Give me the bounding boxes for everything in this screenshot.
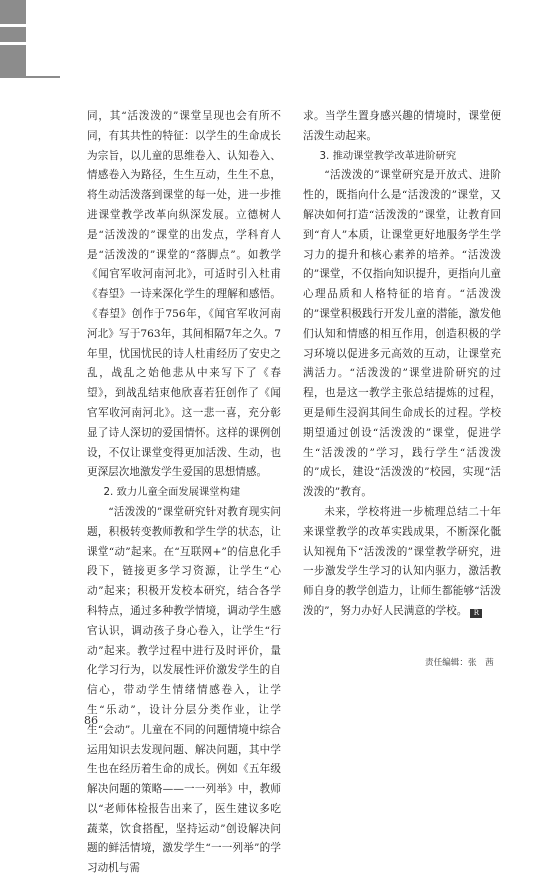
section-heading-2: 2. 致力儿童全面发展课堂构建 — [103, 486, 241, 499]
paragraph-continued-right: 求。当学生置身感兴趣的情境时，课堂便活泼生动起来。 — [303, 110, 501, 142]
conclusion-text: 未来，学校将进一步梳理总结二十年来课堂教学的改革实践成果，不断深化骶认知视角下“活泼泼的”课堂教学研究，进一步激发学生学习的认知内驱力，激活教师自身的教学创造力，让师生都能够“活泼泼的”，努力办好人民满意的学校。 — [303, 505, 501, 617]
corner-rule — [26, 76, 60, 78]
article-end-mark-icon: R — [470, 609, 482, 618]
right-column — [303, 107, 501, 622]
paragraph-section-2: “活泼泼的”课堂研究针对教育现实问题，积极转变教师教和学生学的状态，让课堂“动”起来。在“互联网+”的信息化手段下，链接更多学习资源，让学生“心动”起来；积极开发校本研究，结合各学科特点，通过多种教学情境，调动学生感官认识，调动孩子身心卷入，让学生“行动”起来。教学过程中进行及时评价，量化学习行为，以发展性评价激发学生的自信心，带动学生情绪情感卷入，让学生“乐动”，设计分层分类作业，让学生“会动”。儿童在不同的问题情境中综合运用知识去发现问题、解决问题，其中学生也在经历着生命的成长。例如《五年级解决问题的策略——一一列举》中，教师以“老师体检报告出来了，医生建议多吃蔬菜，饮食搭配，坚持运动”创设解决问题的鲜活情境，激发学生“一一列举”的学习动机与需 — [87, 505, 281, 875]
paragraph-section-3: “活泼泼的”课堂研究是开放式、进阶性的，既指向什么是“活泼泼的”课堂，又解决如何打造“活泼泼的”课堂，让教育回到“育人”本质，让课堂更好地服务学生学习力的提升和核心素养的培养。“活泼泼的”课堂，不仅指向知识提升，更指向儿童心理品质和人格特征的培育。“活泼泼的”课堂积极践行开发儿童的潜能，激发他们认知和情感的相互作用，创造积极的学习环境以促进多元高效的互动，让课堂充满活力。“活泼泼的”课堂进阶研究的过程，也是这一教学主张总结提炼的过程，更是师生浸润其间生命成长的过程。学校期望通过创设“活泼泼的”课堂，促进学生“活泼泼的”学习，践行学生“活泼泼的”成长，建设“活泼泼的”校园，实现“活泼泼的”教育。 — [303, 169, 501, 499]
corner-stripe — [0, 42, 26, 45]
corner-stripe — [0, 24, 26, 27]
page-number: 86 — [84, 714, 98, 727]
paragraph-conclusion — [303, 503, 501, 622]
paragraph-continued: 同，其“活泼泼的”课堂呈现也会有所不同，有其共性的特征：以学生的生命成长为宗旨，以儿童的思维卷入、认知卷入、情感卷入为路径，生生互动，生生不息，将生动活泼落到课堂的每一处，进一步推进课堂教学改革向纵深发展。立德树人是“活泼泼的”课堂的出发点，学科育人是“活泼泼的”课堂的“落脚点”。如教学《闻官军收河南河北》，可适时引入杜甫《春望》一诗来深化学生的理解和感悟。《春望》创作于756年，《闻官军收河南河北》写于763年，其间相隔7年之久。7年里，忧国忧民的诗人杜甫经历了安史之乱，战乱之始他悲从中来写下了《春望》，到战乱结束他欣喜若狂创作了《闻官军收河南河北》。这一悲一喜，充分彰显了诗人深切的爱国情怀。这样的课例创设，不仅让课堂变得更加活泼、生动，也更深层次地激发学生爱国的思想情感。 — [87, 110, 281, 479]
corner-decoration — [0, 0, 26, 78]
responsible-editor: 责任编辑：张 茜 — [425, 658, 494, 668]
section-heading-3: 3. 推动课堂教学改革进阶研究 — [319, 149, 457, 162]
left-column — [87, 107, 281, 879]
